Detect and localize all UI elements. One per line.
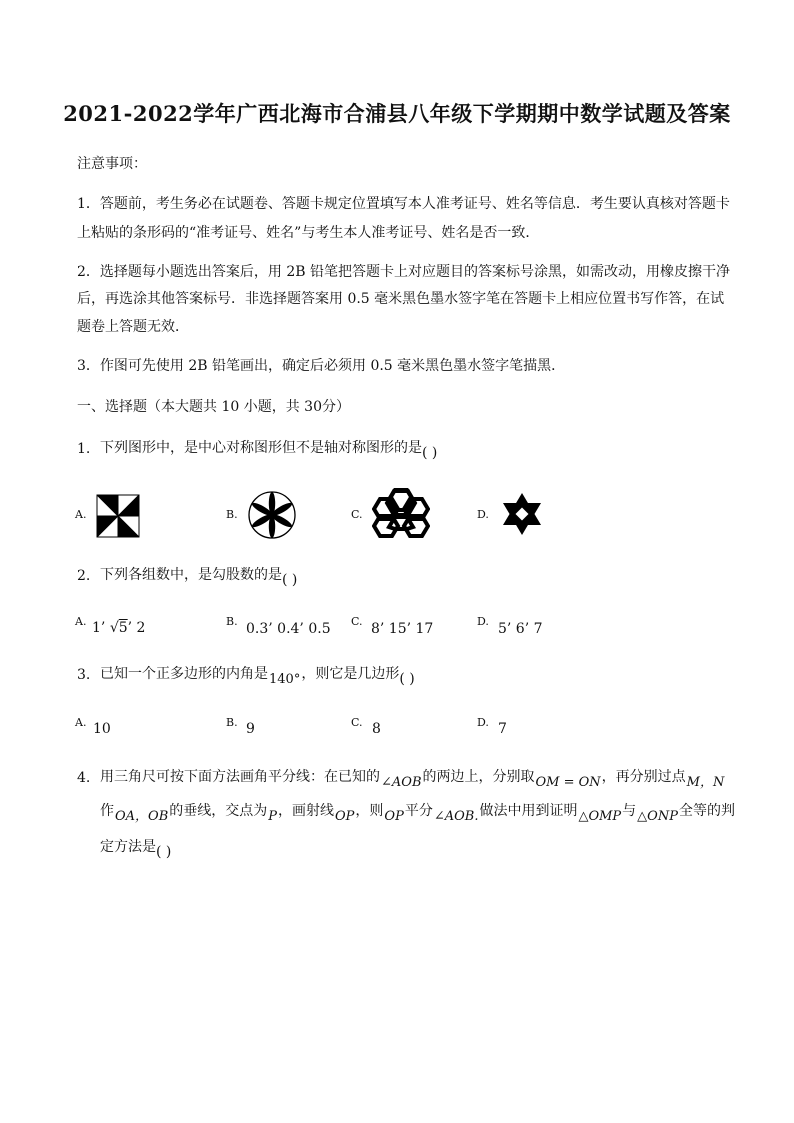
q2-option-a-value	[92, 620, 145, 636]
q3-option-d-value: 7	[498, 721, 507, 737]
q4-angle-aob-2: ∠AOB.	[433, 809, 479, 824]
q2-stem	[100, 564, 298, 588]
q1-paren: ( )	[422, 445, 438, 461]
notice-line-2c: 题卷上答题无效．	[77, 319, 189, 335]
q4-line-2	[100, 800, 735, 824]
notice-line-1a: 1．答题前，考生务必在试题卷、答题卡规定位置填写本人准考证号、姓名等信息．考生要认真核对答题卡	[77, 196, 730, 212]
q4-text-1c: ，再分别过点	[601, 769, 686, 785]
q3-option-c-label: C.	[351, 716, 363, 729]
flower-circle-icon	[247, 490, 297, 540]
sqrt-symbol: √	[109, 620, 119, 636]
q2-option-b-label: B.	[226, 615, 238, 628]
q3-stem	[100, 663, 415, 687]
q2-option-a-post: ’ 2	[127, 620, 146, 636]
q2-option-a-label: A.	[75, 615, 87, 628]
q2-text: 下列各组数中，是勾股数的是	[100, 567, 282, 583]
q2-option-a-pre: 1’	[92, 620, 106, 636]
q4-text-2e: 平分	[404, 803, 433, 819]
q4-op-1: OP	[335, 809, 355, 824]
q3-number: 3.	[77, 667, 91, 683]
q4-text-2c: ，画射线	[278, 803, 335, 819]
q3-option-b-value: 9	[246, 721, 255, 737]
q4-text-2b: 的垂线，交点为	[169, 803, 268, 819]
q4-triangle-omp: △OMP	[578, 809, 622, 824]
q4-oa-ob: OA，OB	[115, 809, 169, 824]
q2-option-d-value: 5’ 6’ 7	[498, 621, 543, 637]
q1-text: 下列图形中，是中心对称图形但不是轴对称图形的是	[100, 440, 422, 456]
q2-option-d-label: D.	[477, 615, 489, 628]
q4-mn: M，N	[686, 775, 725, 790]
q4-text-2g: 与	[622, 803, 637, 819]
q4-op-2: OP	[384, 809, 404, 824]
q2-number: 2.	[77, 568, 91, 584]
q4-number: 4.	[77, 770, 91, 786]
q4-line-1	[100, 766, 725, 790]
q3-option-a-label: A.	[75, 716, 87, 729]
q4-text-1a: 用三角尺可按下面方法画角平分线：在已知的	[100, 769, 380, 785]
hexagram-star-icon	[499, 491, 545, 537]
hexagon-ring-icon	[372, 488, 430, 540]
page-title: 2021-2022学年广西北海市合浦县八年级下学期期中数学试题及答案	[63, 101, 731, 126]
q3-text-a: 已知一个正多边形的内角是	[100, 666, 268, 682]
q4-text-2d: ，则	[355, 803, 384, 819]
q4-text-1b: 的两边上，分别取	[422, 769, 535, 785]
q3-paren: ( )	[399, 671, 415, 687]
notice-line-3: 3．作图可先使用 2B 铅笔画出，确定后必须用 0.5 毫米黑色墨水签字笔描黑．	[77, 358, 566, 374]
q1-number: 1.	[77, 441, 91, 457]
notice-line-1b: 上粘贴的条形码的“准考证号、姓名”与考生本人准考证号、姓名是否一致．	[77, 225, 540, 241]
q4-om-on: OM = ON	[535, 775, 601, 790]
q3-angle: 140°	[269, 672, 301, 687]
q4-angle-aob: ∠AOB	[381, 775, 422, 790]
q2-option-c-value: 8’ 15’ 17	[371, 621, 434, 637]
q3-option-c-value: 8	[372, 721, 381, 737]
q2-paren: ( )	[282, 572, 298, 588]
q4-text-3a: 定方法是	[100, 839, 156, 855]
q1-option-b-label: B.	[226, 508, 238, 521]
notice-line-2a: 2．选择题每小题选出答案后，用 2B 铅笔把答题卡上对应题目的答案标号涂黑，如需改动，用橡皮擦干净	[77, 264, 731, 280]
q3-option-b-label: B.	[226, 716, 238, 729]
q2-option-a-radicand: 5	[118, 620, 128, 636]
q4-text-2f: 做法中用到证明	[479, 803, 578, 819]
notice-heading: 注意事项：	[77, 156, 147, 172]
q1-option-c-label: C.	[351, 508, 363, 521]
q4-text-2a: 作	[100, 803, 114, 819]
notice-line-2b: 后，再选涂其他答案标号．非选择题答案用 0.5 毫米黑色墨水签字笔在答题卡上相应位置书写作答，在试	[77, 291, 725, 307]
q3-option-a-value: 10	[93, 721, 111, 737]
section-heading: 一、选择题（本大题共 10 小题，共 30分）	[77, 399, 350, 415]
q2-option-c-label: C.	[351, 615, 363, 628]
q4-paren: ( )	[156, 844, 172, 860]
q1-option-d-label: D.	[477, 508, 489, 521]
q2-option-b-value: 0.3’ 0.4’ 0.5	[246, 621, 331, 637]
q4-text-2h: 全等的判	[678, 803, 735, 819]
q4-line-3	[100, 836, 172, 860]
q4-triangle-onp: △ONP	[637, 809, 678, 824]
pinwheel-icon	[95, 493, 141, 539]
q3-option-d-label: D.	[477, 716, 489, 729]
q3-text-b: ，则它是几边形	[301, 666, 400, 682]
q1-stem	[100, 437, 438, 461]
q4-p: P	[268, 809, 278, 824]
q1-option-a-label: A.	[75, 508, 87, 521]
